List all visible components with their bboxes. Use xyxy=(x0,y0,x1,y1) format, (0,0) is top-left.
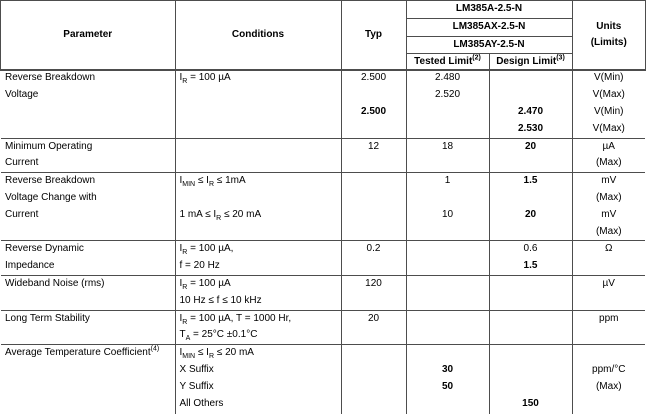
electrical-characteristics-table xyxy=(1,1,645,414)
header-part1: LM385A-2.5-N xyxy=(407,1,572,19)
typ-cell xyxy=(341,345,406,414)
param-cell: Wideband Noise (rms) xyxy=(1,275,175,310)
tested-limit-cell: 30 50 xyxy=(406,345,489,414)
tested-limit-cell xyxy=(406,241,489,276)
table-row xyxy=(1,310,645,345)
header-part2: LM385AX-2.5-N xyxy=(407,19,572,37)
cond-cell: $I_R = 100$ µA, T = 1000 Hr, $T_A = 25^\circ C \pm 0.1^\circ C$ xyxy=(175,310,341,345)
design-limit-cell: 0.6 1.5 xyxy=(489,241,572,276)
header-limit-labels xyxy=(407,54,572,69)
units-cell: Ω xyxy=(572,241,645,276)
cond-cell: $I_R = 100$ µA xyxy=(175,70,341,138)
tested-limit-cell: 18 xyxy=(406,138,489,173)
tested-limit-cell: 1 10 xyxy=(406,173,489,241)
design-limit-cell: 20 xyxy=(489,138,572,173)
table-row xyxy=(1,173,645,241)
tested-limit-cell xyxy=(406,310,489,345)
units-cell: mV (Max) mV (Max) xyxy=(572,173,645,241)
param-cell: Reverse Dynamic Impedance xyxy=(1,241,175,276)
cond-cell: $I_{MIN} \le I_R \le 1mA$ 1 mA ≤ $I_R \le 20$ mA xyxy=(175,173,341,241)
typ-cell: 2.500 2.500 xyxy=(341,70,406,138)
cond-cell: $I_R = 100$ µA 10 Hz ≤ f ≤ 10 kHz xyxy=(175,275,341,310)
design-limit-cell: 150 xyxy=(489,345,572,414)
units-cell: ppm xyxy=(572,310,645,345)
design-limit-cell: 2.470 2.530 xyxy=(489,70,572,138)
header-typ: Typ xyxy=(341,1,406,70)
header-part-limits xyxy=(406,1,572,70)
cond-cell: $I_R = 100$ µA, f = 20 Hz xyxy=(175,241,341,276)
design-limit-cell xyxy=(489,275,572,310)
cond-cell: $I_{MIN} \le I_R \le 20$ mA X Suffix Y Suffix All Others xyxy=(175,345,341,414)
table-header xyxy=(1,1,645,70)
param-cell: Long Term Stability xyxy=(1,310,175,345)
units-cell: µV xyxy=(572,275,645,310)
header-part-names xyxy=(407,1,572,54)
typ-cell: 20 xyxy=(341,310,406,345)
units-cell: V(Min) V(Max) V(Min) V(Max) xyxy=(572,70,645,138)
table-row xyxy=(1,275,645,310)
param-cell: Average Temperature Coefficient$^{(4)}$ xyxy=(1,345,175,414)
units-cell: µA (Max) xyxy=(572,138,645,173)
param-cell: Reverse Breakdown Voltage Change with Current xyxy=(1,173,175,241)
typ-cell: 120 xyxy=(341,275,406,310)
design-limit-cell: 1.5 20 xyxy=(489,173,572,241)
header-tested-limit: Tested Limit$^{(2)}$ xyxy=(414,55,481,68)
table-row xyxy=(1,70,645,138)
header-units: Units (Limits) xyxy=(572,1,645,70)
typ-cell: 12 xyxy=(341,138,406,173)
header-part3: LM385AY-2.5-N xyxy=(407,37,572,55)
header-design-limit: Design Limit$^{(3)}$ xyxy=(489,54,572,69)
table-row xyxy=(1,138,645,173)
typ-cell xyxy=(341,173,406,241)
param-cell: Reverse Breakdown Voltage xyxy=(1,70,175,138)
cond-cell xyxy=(175,138,341,173)
header-conditions: Conditions xyxy=(175,1,341,70)
header-parameter: Parameter xyxy=(63,29,113,41)
tested-limit-cell: 2.480 2.520 xyxy=(406,70,489,138)
table-row xyxy=(1,345,645,414)
param-cell: Minimum Operating Current xyxy=(1,138,175,173)
design-limit-cell xyxy=(489,310,572,345)
typ-cell: 0.2 xyxy=(341,241,406,276)
units-cell: ppm/°C (Max) xyxy=(572,345,645,414)
table-row xyxy=(1,241,645,276)
tested-limit-cell xyxy=(406,275,489,310)
